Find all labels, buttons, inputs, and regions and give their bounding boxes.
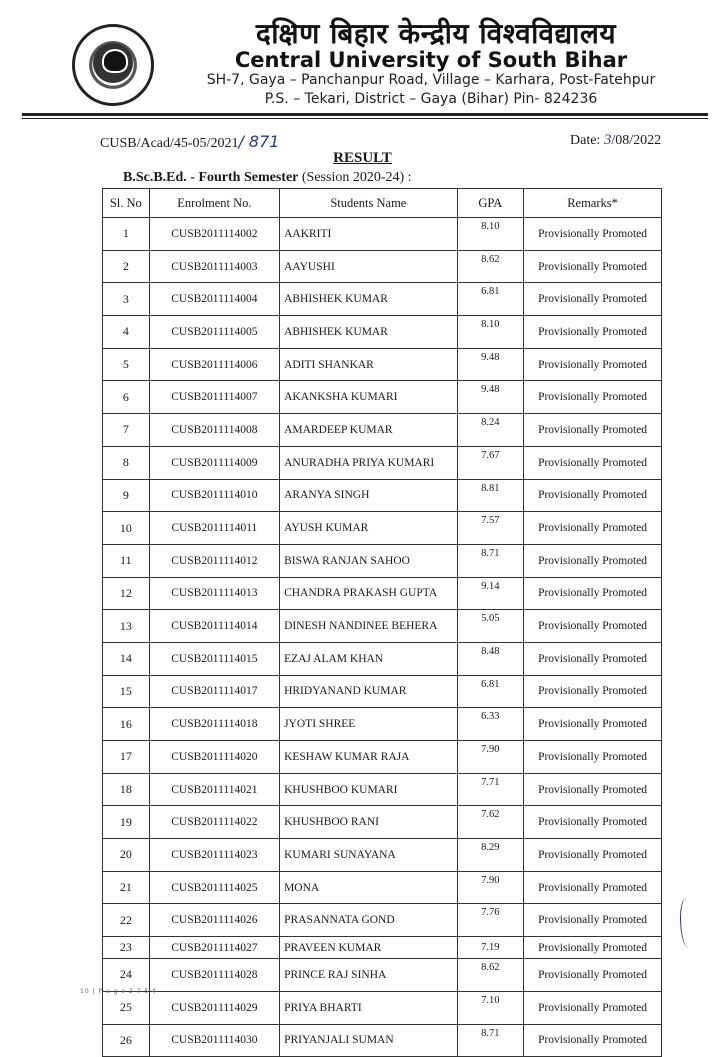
table-row [103,708,662,741]
cell-remark: Provisionally Promoted [524,414,662,447]
table-row [103,348,662,381]
cell-remark: Provisionally Promoted [524,991,662,1024]
cell-sl-no: 16 [103,708,150,741]
cell-enrolment-no: CUSB2011114003 [149,250,279,283]
cell-enrolment-no: CUSB2011114002 [149,218,279,251]
cell-sl-no: 19 [103,806,150,839]
course-name: B.Sc.B.Ed. - Fourth Semester [123,170,299,185]
cell-student-name: ABHISHEK KUMAR [280,316,458,349]
signature-mark [680,898,695,948]
cell-gpa: 7.71 [457,773,523,806]
table-row [103,316,662,349]
header-remarks: Remarks* [524,189,662,218]
cell-enrolment-no: CUSB2011114028 [149,959,279,992]
cell-gpa: 8.10 [457,218,523,251]
cell-student-name: ANURADHA PRIYA KUMARI [280,446,458,479]
cell-gpa: 7.57 [457,512,523,545]
cell-remark: Provisionally Promoted [524,773,662,806]
cell-remark: Provisionally Promoted [524,959,662,992]
cell-gpa: 7.90 [457,871,523,904]
table-row [103,642,662,675]
table-row [103,544,662,577]
cell-enrolment-no: CUSB2011114004 [149,283,279,316]
table-row [103,904,662,937]
cell-sl-no: 18 [103,773,150,806]
cell-gpa: 8.71 [457,1024,523,1057]
cell-student-name: DINESH NANDINEE BEHERA [280,610,458,643]
cell-gpa: 7.62 [457,806,523,839]
cell-gpa: 8.81 [457,479,523,512]
table-row [103,218,662,251]
table-row [103,381,662,414]
address-line-2: P.S. – Tekari, District – Gaya (Bihar) Pin- 824236 [264,91,598,107]
cell-student-name: PRIYA BHARTI [280,991,458,1024]
table-body [103,218,662,1057]
cell-gpa: 7.90 [457,741,523,774]
cell-student-name: AMARDEEP KUMAR [280,414,458,447]
date-day-handwritten: 3 [603,132,612,148]
cell-student-name: KESHAW KUMAR RAJA [280,741,458,774]
cell-sl-no: 8 [103,446,150,479]
cell-remark: Provisionally Promoted [524,250,662,283]
cell-student-name: PRAVEEN KUMAR [280,937,458,959]
cell-remark: Provisionally Promoted [524,577,662,610]
cell-remark: Provisionally Promoted [524,708,662,741]
cell-gpa: 6.81 [457,675,523,708]
cell-sl-no: 13 [103,610,150,643]
cell-gpa: 7.76 [457,904,523,937]
cell-gpa: 9.48 [457,381,523,414]
cell-remark: Provisionally Promoted [524,479,662,512]
table-row [103,283,662,316]
cell-sl-no: 21 [103,871,150,904]
table-header-row [103,189,662,218]
cell-student-name: HRIDYANAND KUMAR [280,675,458,708]
cell-enrolment-no: CUSB2011114010 [149,479,279,512]
table-row [103,1024,662,1057]
hindi-university-name: दक्षिण बिहार केन्द्रीय विश्वविद्यालय [255,17,617,50]
cell-enrolment-no: CUSB2011114011 [149,512,279,545]
cell-enrolment-no: CUSB2011114023 [149,839,279,872]
table-row [103,871,662,904]
cell-sl-no: 10 [103,512,150,545]
cell-sl-no: 15 [103,675,150,708]
cell-sl-no: 1 [103,218,150,251]
cell-student-name: ARANYA SINGH [280,479,458,512]
cell-gpa: 5.05 [457,610,523,643]
table-row [103,675,662,708]
cell-sl-no: 26 [103,1024,150,1057]
cell-gpa: 7.19 [457,937,523,959]
cell-student-name: BISWA RANJAN SAHOO [280,544,458,577]
cell-gpa: 8.62 [457,959,523,992]
cell-gpa: 8.10 [457,316,523,349]
cell-remark: Provisionally Promoted [524,610,662,643]
cell-gpa: 6.33 [457,708,523,741]
table-row [103,250,662,283]
document-date [570,132,661,149]
cell-student-name: ADITI SHANKAR [280,348,458,381]
cell-remark: Provisionally Promoted [524,381,662,414]
cell-student-name: KHUSHBOO RANI [280,806,458,839]
cell-sl-no: 2 [103,250,150,283]
cell-gpa: 8.29 [457,839,523,872]
cell-student-name: ABHISHEK KUMAR [280,283,458,316]
cell-enrolment-no: CUSB2011114015 [149,642,279,675]
header-enrolment-no: Enrolment No. [149,189,279,218]
header-sl-no: Sl. No [103,189,150,218]
cell-remark: Provisionally Promoted [524,839,662,872]
cell-remark: Provisionally Promoted [524,642,662,675]
cell-sl-no: 24 [103,959,150,992]
result-heading: RESULT [333,150,392,166]
cell-remark: Provisionally Promoted [524,512,662,545]
table-row [103,773,662,806]
cell-enrolment-no: CUSB2011114009 [149,446,279,479]
page-footer: 10 | P a g e 2 7 5 4 [80,988,157,995]
cell-enrolment-no: CUSB2011114006 [149,348,279,381]
date-label: Date: [570,133,601,148]
cell-sl-no: 22 [103,904,150,937]
cell-remark: Provisionally Promoted [524,675,662,708]
cell-gpa: 8.62 [457,250,523,283]
cell-sl-no: 23 [103,937,150,959]
table-row [103,741,662,774]
cell-remark: Provisionally Promoted [524,316,662,349]
cell-student-name: PRINCE RAJ SINHA [280,959,458,992]
cell-remark: Provisionally Promoted [524,937,662,959]
table-row [103,959,662,992]
cell-enrolment-no: CUSB2011114027 [149,937,279,959]
table-row [103,479,662,512]
cell-sl-no: 7 [103,414,150,447]
cell-enrolment-no: CUSB2011114005 [149,316,279,349]
cell-sl-no: 25 [103,991,150,1024]
reference-number [100,132,279,152]
cell-student-name: PRIYANJALI SUMAN [280,1024,458,1057]
cell-student-name: KHUSHBOO KUMARI [280,773,458,806]
cell-gpa: 8.24 [457,414,523,447]
tree-emblem-icon [102,49,128,73]
cell-student-name: PRASANNATA GOND [280,904,458,937]
cell-student-name: JYOTI SHREE [280,708,458,741]
cell-gpa: 9.48 [457,348,523,381]
table-row [103,806,662,839]
header-divider-thin [22,118,708,119]
cell-sl-no: 12 [103,577,150,610]
cell-enrolment-no: CUSB2011114012 [149,544,279,577]
table-row [103,414,662,447]
cell-student-name: EZAJ ALAM KHAN [280,642,458,675]
cell-student-name: CHANDRA PRAKASH GUPTA [280,577,458,610]
table-row [103,839,662,872]
cell-remark: Provisionally Promoted [524,283,662,316]
cell-gpa: 8.48 [457,642,523,675]
university-logo [72,24,154,106]
cell-enrolment-no: CUSB2011114013 [149,577,279,610]
english-university-name: Central University of South Bihar [234,48,628,72]
cell-remark: Provisionally Promoted [524,806,662,839]
cell-sl-no: 5 [103,348,150,381]
cell-remark: Provisionally Promoted [524,741,662,774]
cell-remark: Provisionally Promoted [524,904,662,937]
cell-student-name: KUMARI SUNAYANA [280,839,458,872]
cell-enrolment-no: CUSB2011114020 [149,741,279,774]
cell-enrolment-no: CUSB2011114021 [149,773,279,806]
cell-sl-no: 14 [103,642,150,675]
course-session: (Session 2020-24) : [298,170,412,185]
result-table [102,188,662,1057]
cell-student-name: AAKRITI [280,218,458,251]
cell-gpa: 6.81 [457,283,523,316]
cell-remark: Provisionally Promoted [524,218,662,251]
cell-gpa: 8.71 [457,544,523,577]
cell-remark: Provisionally Promoted [524,544,662,577]
cell-student-name: AYUSH KUMAR [280,512,458,545]
header-student-name: Students Name [280,189,458,218]
date-rest: /08/2022 [611,133,662,148]
header-gpa: GPA [457,189,523,218]
cell-enrolment-no: CUSB2011114022 [149,806,279,839]
cell-enrolment-no: CUSB2011114030 [149,1024,279,1057]
cell-gpa: 7.67 [457,446,523,479]
cell-remark: Provisionally Promoted [524,871,662,904]
cell-enrolment-no: CUSB2011114017 [149,675,279,708]
header-divider-thick [22,113,708,116]
reference-handwritten-number: / 871 [238,132,280,151]
cell-enrolment-no: CUSB2011114007 [149,381,279,414]
cell-remark: Provisionally Promoted [524,1024,662,1057]
cell-student-name: AKANKSHA KUMARI [280,381,458,414]
table-row [103,512,662,545]
cell-enrolment-no: CUSB2011114014 [149,610,279,643]
cell-student-name: AAYUSHI [280,250,458,283]
table-row [103,446,662,479]
table-row [103,991,662,1024]
cell-remark: Provisionally Promoted [524,348,662,381]
table-row [103,937,662,959]
cell-enrolment-no: CUSB2011114018 [149,708,279,741]
cell-enrolment-no: CUSB2011114008 [149,414,279,447]
cell-gpa: 7.10 [457,991,523,1024]
cell-remark: Provisionally Promoted [524,446,662,479]
cell-sl-no: 20 [103,839,150,872]
cell-enrolment-no: CUSB2011114029 [149,991,279,1024]
cell-sl-no: 3 [103,283,150,316]
cell-sl-no: 17 [103,741,150,774]
cell-sl-no: 9 [103,479,150,512]
address-line-1: SH-7, Gaya – Panchanpur Road, Village – Karhara, Post-Fatehpur [206,72,656,88]
cell-enrolment-no: CUSB2011114026 [149,904,279,937]
table-row [103,610,662,643]
cell-sl-no: 6 [103,381,150,414]
cell-enrolment-no: CUSB2011114025 [149,871,279,904]
cell-sl-no: 4 [103,316,150,349]
course-line [123,170,412,186]
reference-prefix: CUSB/Acad/45-05/2021 [100,136,239,151]
cell-sl-no: 11 [103,544,150,577]
cell-student-name: MONA [280,871,458,904]
table-row [103,577,662,610]
cell-gpa: 9.14 [457,577,523,610]
